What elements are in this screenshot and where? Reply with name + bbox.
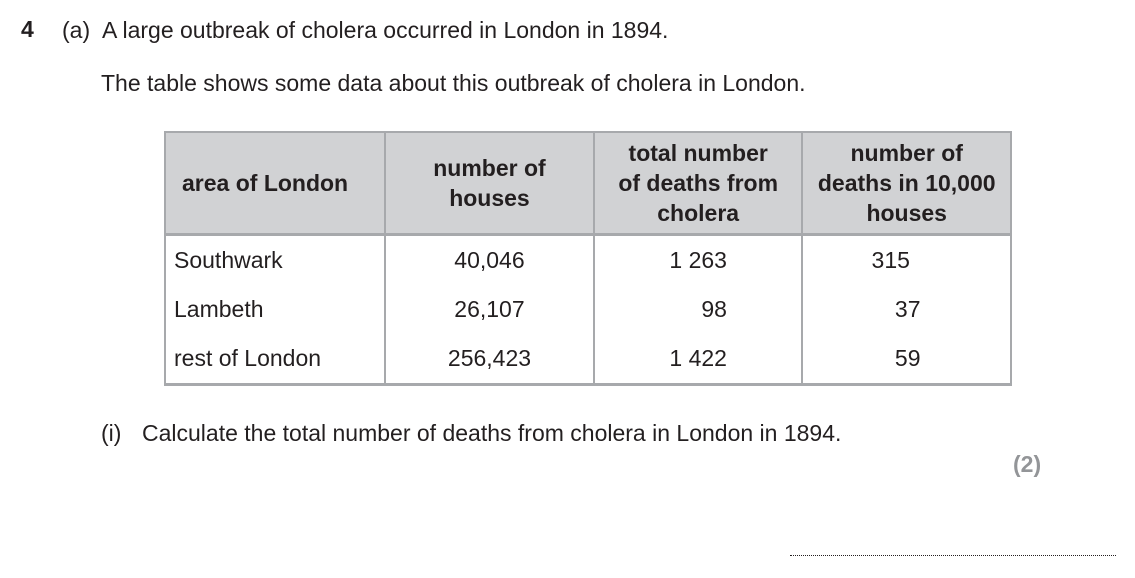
table-header-row: [165, 132, 1011, 235]
cell-rate: 315: [802, 235, 1011, 286]
cell-deaths: 98: [594, 285, 803, 334]
table-row: [165, 285, 1011, 334]
cell-deaths: 1 422: [594, 334, 803, 385]
header-deaths-line2: of deaths from: [618, 170, 779, 196]
header-deaths-line1: total number: [628, 140, 768, 166]
header-houses: [385, 132, 594, 235]
cell-houses: 26,107: [385, 285, 594, 334]
header-deaths-line3: cholera: [657, 200, 740, 226]
header-rate-line3: houses: [866, 200, 947, 226]
table-row: [165, 334, 1011, 385]
cell-area: rest of London: [165, 334, 385, 385]
cell-area: Southwark: [165, 235, 385, 286]
question-text: A large outbreak of cholera occurred in London in 1894.: [102, 17, 669, 43]
part-label: (a): [62, 17, 91, 43]
cell-area: Lambeth: [165, 285, 385, 334]
cholera-data-table: [164, 131, 1012, 386]
cell-houses: 40,046: [385, 235, 594, 286]
question-number: 4: [21, 16, 34, 42]
intro-text: The table shows some data about this outbreak of cholera in London.: [101, 70, 806, 96]
header-area-text: area of London: [182, 170, 349, 196]
header-rate-line2: deaths in 10,000: [817, 170, 996, 196]
cell-rate: 37: [802, 285, 1011, 334]
cell-houses: 256,423: [385, 334, 594, 385]
header-rate: [802, 132, 1011, 235]
subquestion-label: (i): [101, 420, 122, 446]
header-deaths: [594, 132, 803, 235]
subquestion-text: Calculate the total number of deaths from cholera in London in 1894.: [142, 420, 842, 446]
cell-deaths: 1 263: [594, 235, 803, 286]
table-row: [165, 235, 1011, 286]
header-houses-line2: houses: [449, 185, 530, 211]
cell-rate: 59: [802, 334, 1011, 385]
marks-indicator: (2): [1013, 451, 1042, 477]
header-houses-line1: number of: [433, 155, 546, 181]
header-rate-line1: number of: [850, 140, 963, 166]
header-area: [165, 132, 385, 235]
answer-line[interactable]: [790, 555, 1116, 556]
